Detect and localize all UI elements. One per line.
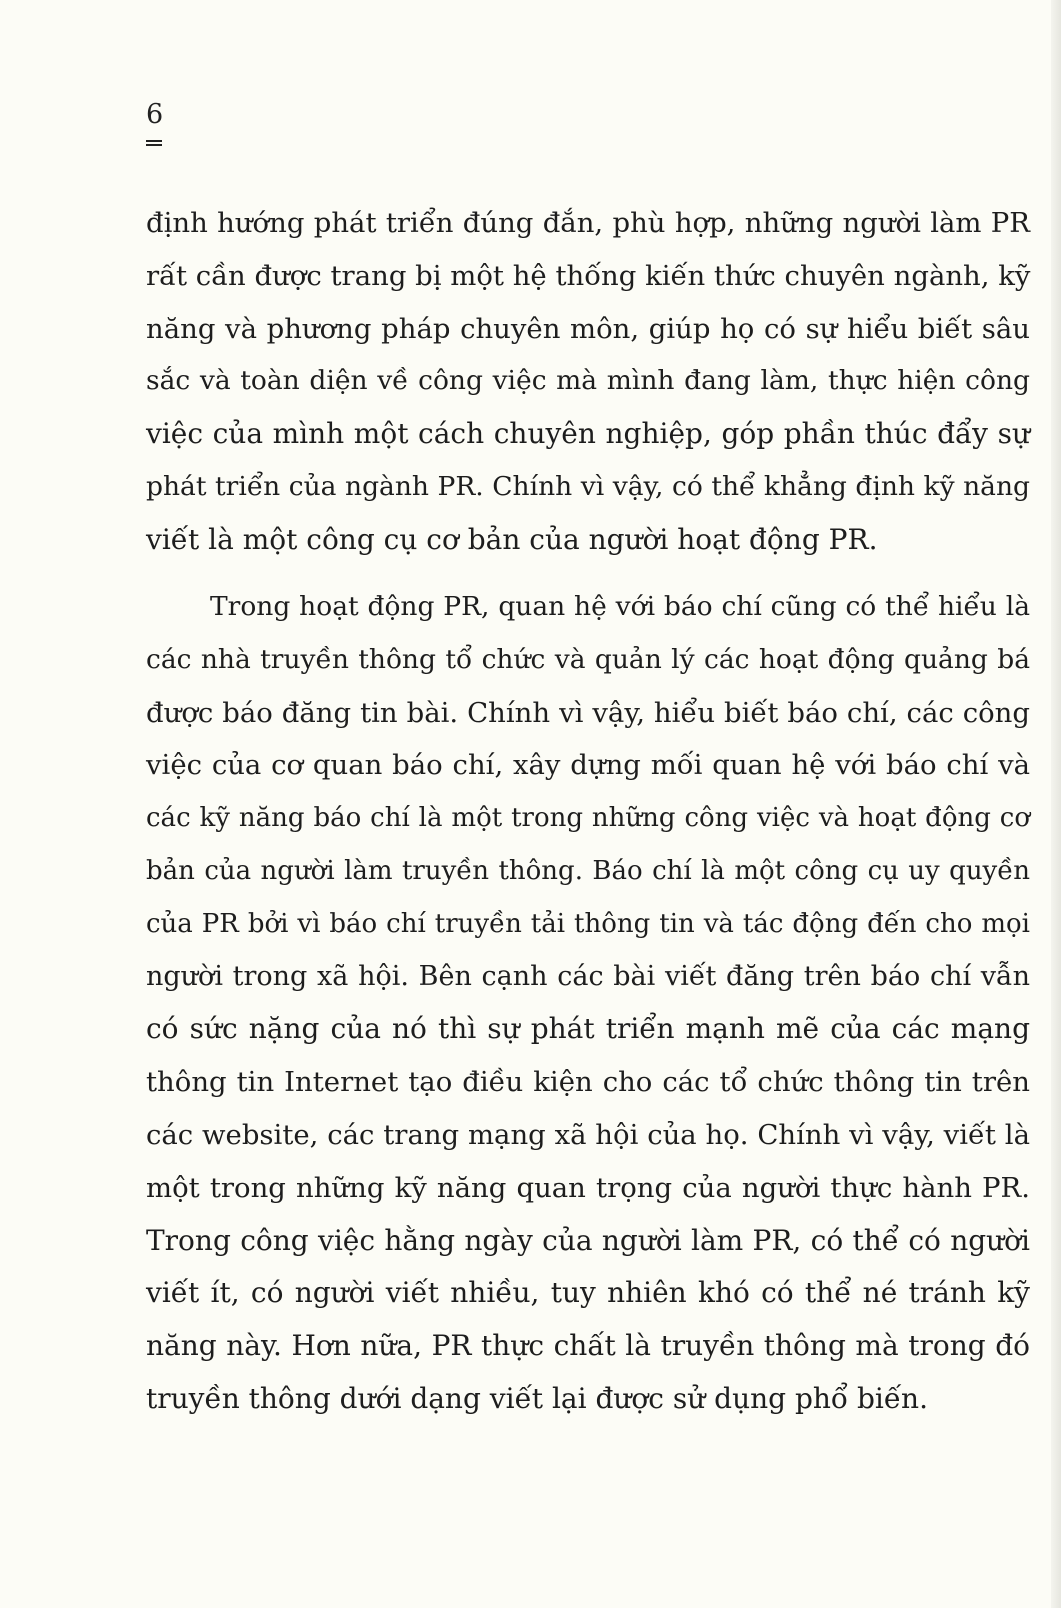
- text-line: thông tin Internet tạo điều kiện cho các tổ chức thông tin trên: [146, 1066, 1030, 1099]
- text-line: năng và phương pháp chuyên môn, giúp họ có sự hiểu biết sâu: [146, 312, 1030, 345]
- page-edge: [1051, 0, 1061, 1608]
- text-line: định hướng phát triển đúng đắn, phù hợp, những người làm PR: [146, 207, 1030, 239]
- text-line: phát triển của ngành PR. Chính vì vậy, có thể khẳng định kỹ năng: [146, 470, 1030, 502]
- text-line: các kỹ năng báo chí là một trong những công việc và hoạt động cơ: [146, 803, 1030, 834]
- text-line: được báo đăng tin bài. Chính vì vậy, hiểu biết báo chí, các công: [146, 696, 1030, 729]
- text-line: một trong những kỹ năng quan trọng của người thực hành PR.: [146, 1171, 1030, 1204]
- text-line: của PR bởi vì báo chí truyền tải thông tin và tác động đến cho mọi: [146, 908, 1030, 939]
- text-line: viết là một công cụ cơ bản của người hoạt động PR.: [146, 522, 878, 556]
- text-line: người trong xã hội. Bên cạnh các bài viết đăng trên báo chí vẫn: [146, 960, 1030, 992]
- text-line: truyền thông dưới dạng viết lại được sử dụng phổ biến.: [146, 1381, 928, 1415]
- text-line: Trong hoạt động PR, quan hệ với báo chí cũng có thể hiểu là: [210, 591, 1030, 622]
- text-line: Trong công việc hằng ngày của người làm PR, có thể có người: [146, 1223, 1030, 1257]
- text-line: bản của người làm truyền thông. Báo chí là một công cụ uy quyền: [146, 855, 1030, 886]
- text-line: sắc và toàn diện về công việc mà mình đang làm, thực hiện công: [146, 365, 1030, 397]
- text-line: có sức nặng của nó thì sự phát triển mạnh mẽ của các mạng: [146, 1012, 1030, 1046]
- text-line: việc của cơ quan báo chí, xây dựng mối quan hệ với báo chí và: [146, 749, 1030, 782]
- text-line: rất cần được trang bị một hệ thống kiến thức chuyên ngành, kỹ: [146, 259, 1031, 292]
- text-line: viết ít, có người viết nhiều, tuy nhiên khó có thể né tránh kỹ: [146, 1276, 1030, 1310]
- page-number: 6: [146, 99, 164, 130]
- text-line: việc của mình một cách chuyên nghiệp, góp phần thúc đẩy sự: [146, 417, 1030, 451]
- text-line: năng này. Hơn nữa, PR thực chất là truyền thông mà trong đó: [146, 1329, 1030, 1363]
- page-number-rule: [146, 140, 162, 146]
- text-line: các nhà truyền thông tổ chức và quản lý các hoạt động quảng bá: [146, 643, 1030, 675]
- paragraph-2: [146, 581, 1030, 1426]
- text-line: các website, các trang mạng xã hội của họ. Chính vì vậy, viết là: [146, 1118, 1030, 1151]
- paragraph-1: [146, 197, 1030, 567]
